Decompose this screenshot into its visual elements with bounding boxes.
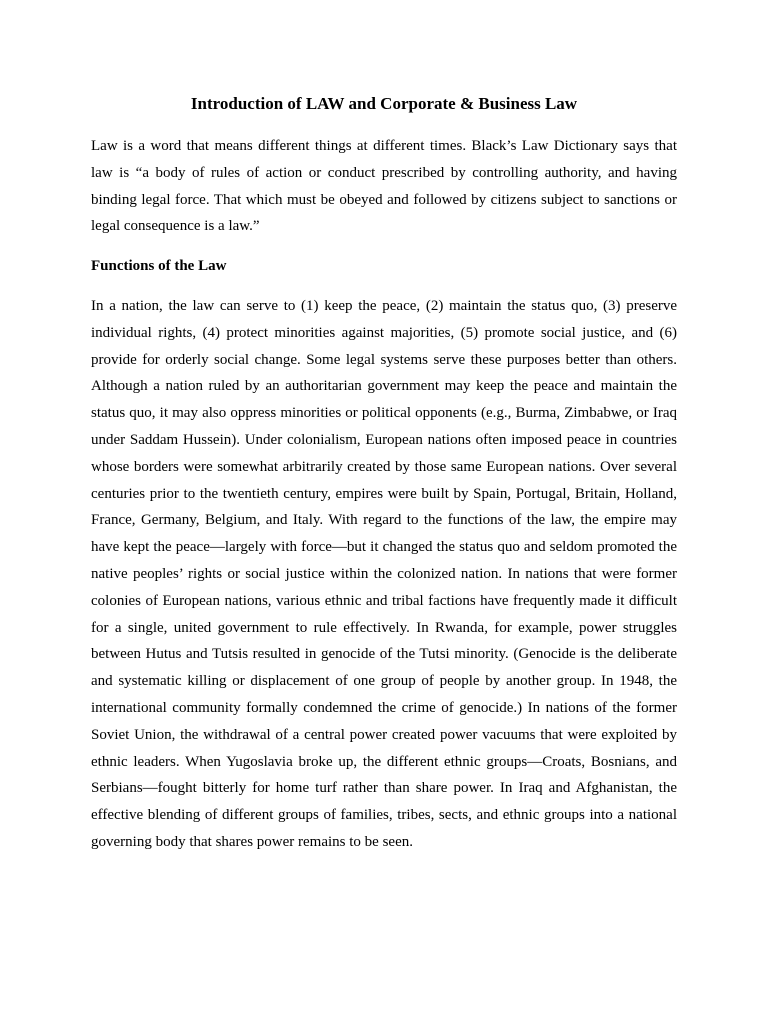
section-heading: Functions of the Law <box>91 258 227 274</box>
functions-paragraph: In a nation, the law can serve to (1) keep the peace, (2) maintain the status quo, (3) preserve individual rights, (4) protect minorities against majorities, (5) promote social justice, and (6) provide for orderly social change. Some legal systems serve these purposes better than others. Although a nation ruled by an authoritarian government may keep the peace and maintain the status quo, it may also oppress minorities or political opponents (e.g., Burma, Zimbabwe, or Iraq under Saddam Hussein). Under colonialism, European nations often imposed peace in countries whose borders were somewhat arbitrarily created by those same European nations. Over several centuries prior to the twentieth century, empires were built by Spain, Portugal, Britain, Holland, France, Germany, Belgium, and Italy. With regard to the functions of the law, the empire may have kept the peace—largely with force—but it changed the status quo and seldom promoted the native peoples’ rights or social justice within the colonized nation. In nations that were former colonies of European nations, various ethnic and tribal factions have frequently made it difficult for a single, united government to rule effectively. In Rwanda, for example, power struggles between Hutus and Tutsis resulted in genocide of the Tutsi minority. (Genocide is the deliberate and systematic killing or displacement of one group of people by another group. In 1948, the international community formally condemned the crime of genocide.) In nations of the former Soviet Union, the withdrawal of a central power created power vacuums that were exploited by ethnic leaders. When Yugoslavia broke up, the different ethnic groups—Croats, Bosnians, and Serbians—fought bitterly for home turf rather than share power. In Iraq and Afghanistan, the effective blending of different groups of families, tribes, sects, and ethnic groups into a national governing body that shares power remains to be seen. <box>91 298 677 850</box>
intro-paragraph: Law is a word that means different things at different times. Black’s Law Dictionary says that law is “a body of rules of action or conduct prescribed by controlling authority, and having binding legal force. That which must be obeyed and followed by citizens subject to sanctions or legal consequence is a law.” <box>91 138 677 235</box>
document-title: Introduction of LAW and Corporate & Business Law <box>190 94 578 113</box>
